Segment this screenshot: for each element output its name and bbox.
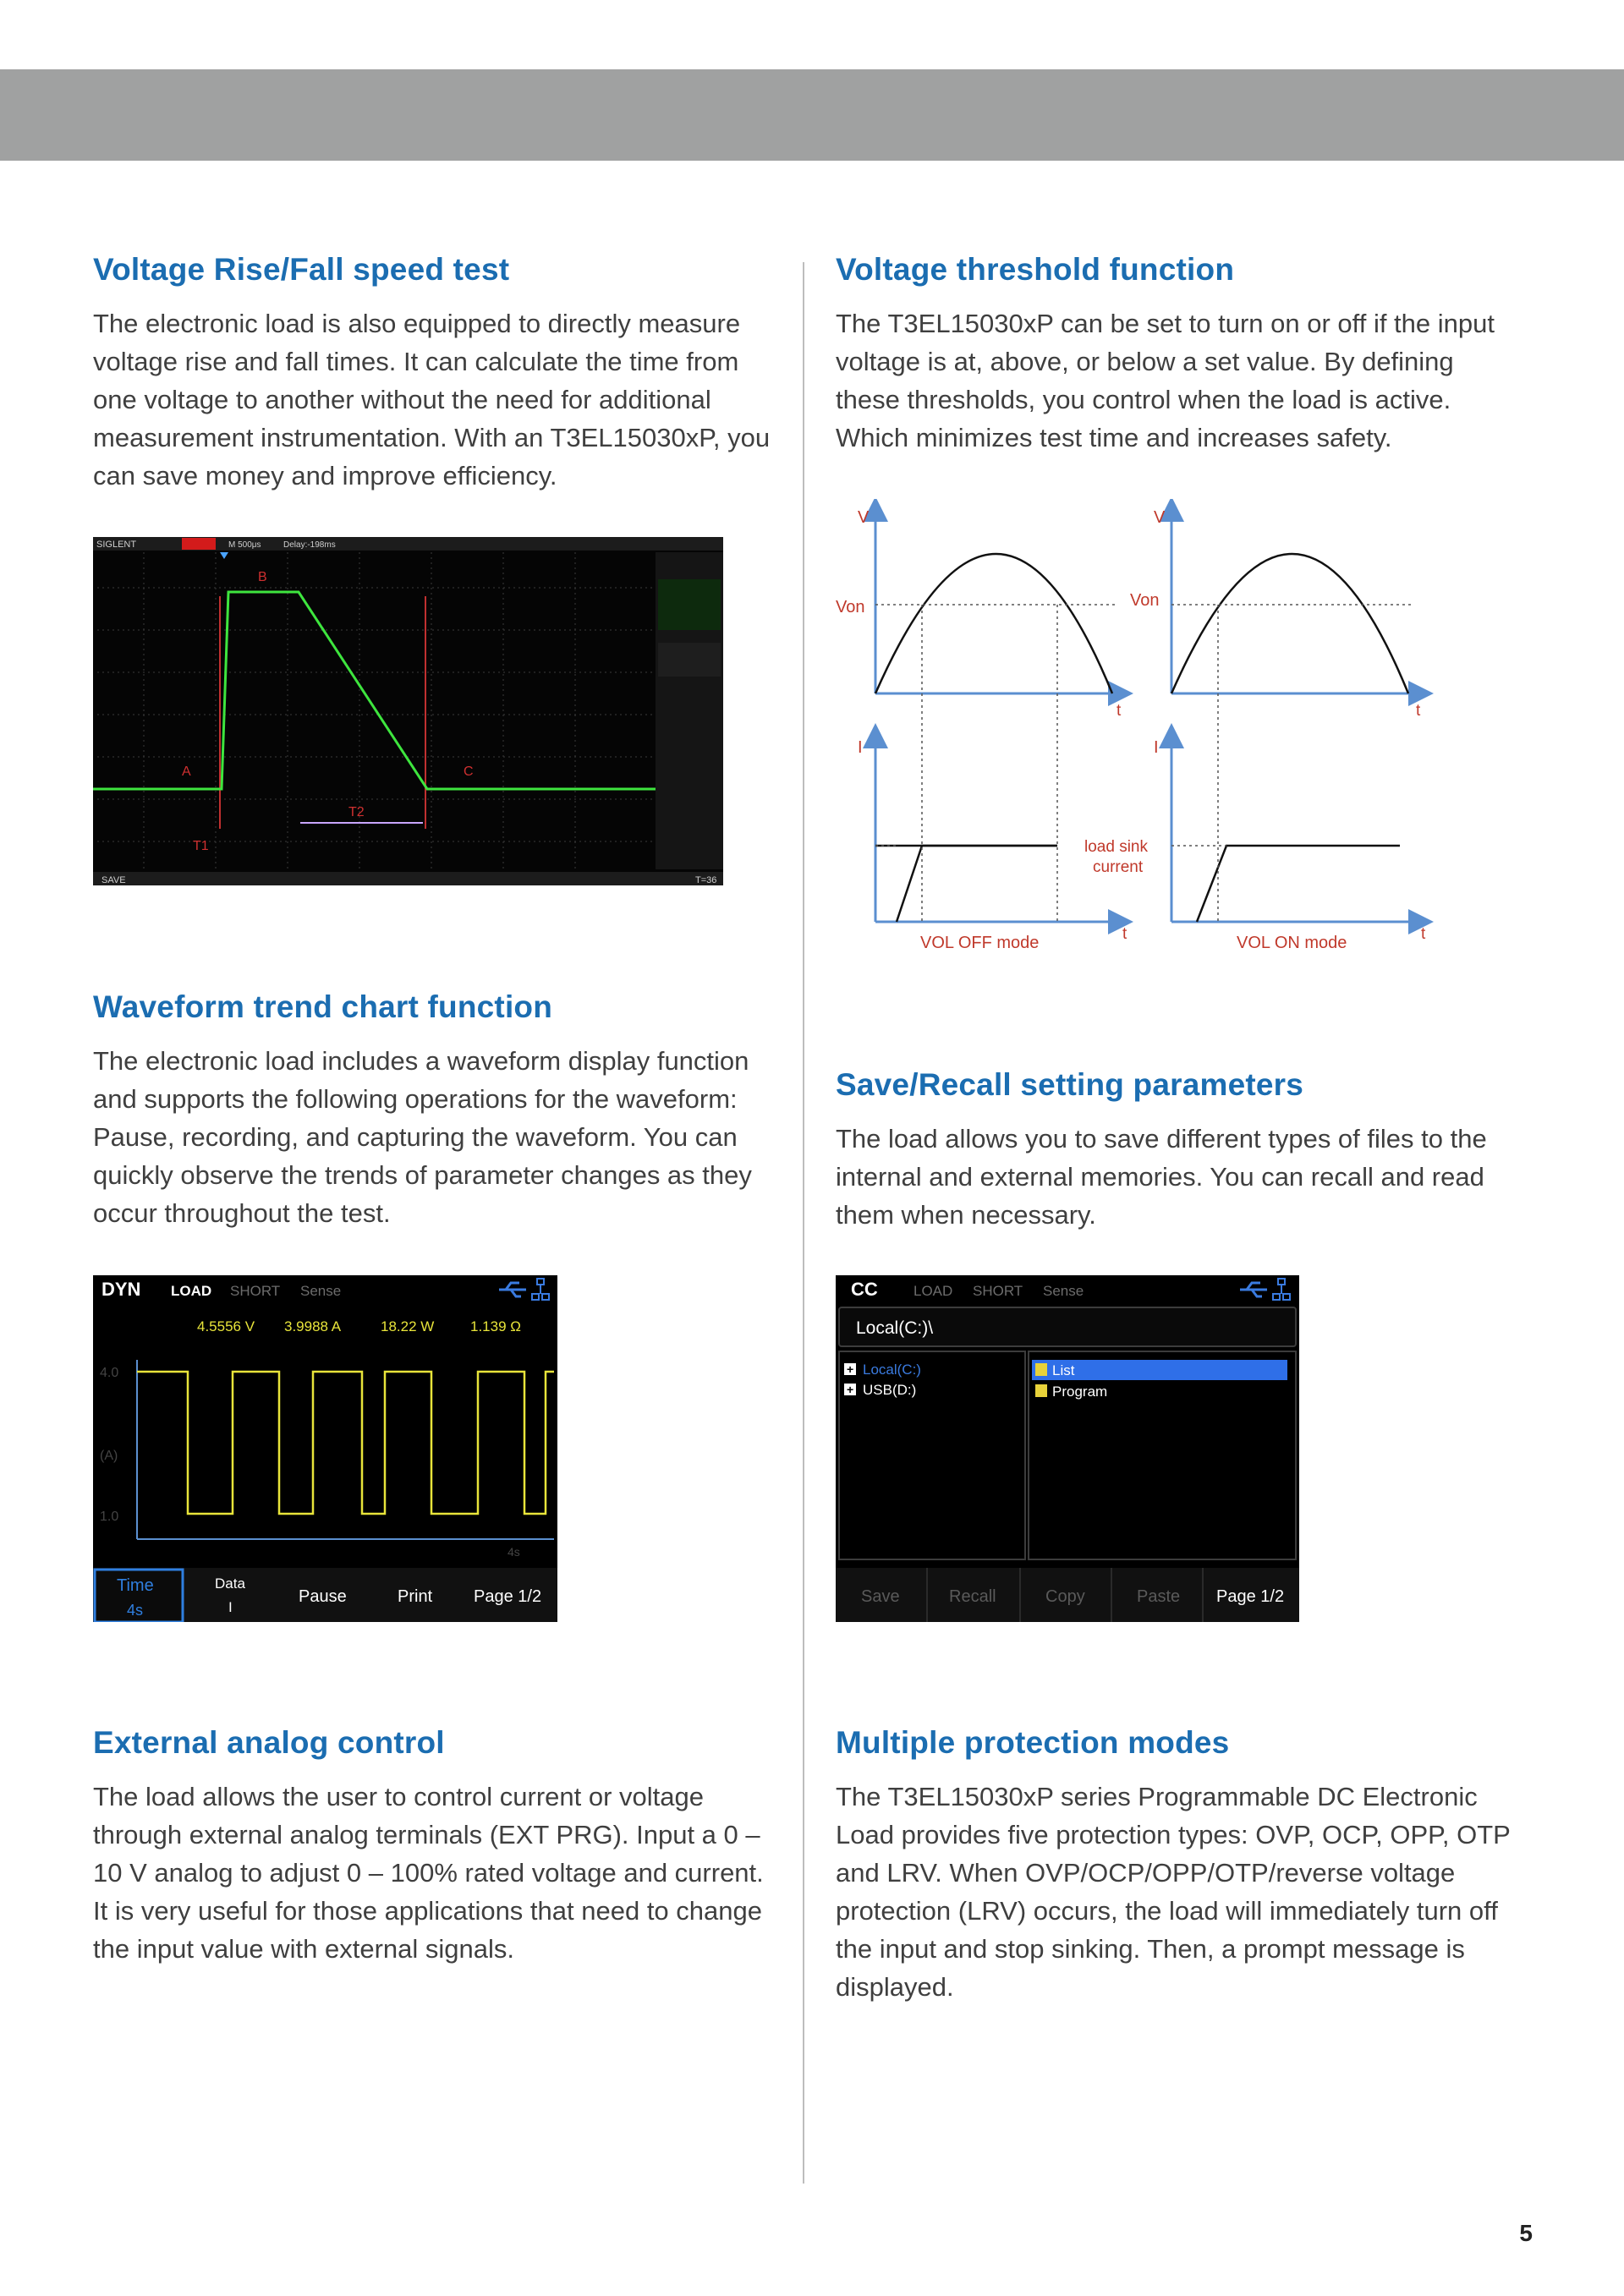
dyn-tab-sense: Sense: [300, 1283, 342, 1299]
folder-icon: [1035, 1384, 1047, 1397]
folder-label: Program: [1052, 1384, 1108, 1400]
scope-save-label: SAVE: [102, 875, 126, 885]
header-band: [0, 69, 1624, 161]
section-title: Save/Recall setting parameters: [836, 1067, 1304, 1102]
section-body: The electronic load is also equipped to directly measure voltage rise and fall times. It can calculate the time from one voltage to another without the need for additional measurement instrumentation. With an T3EL15030xP, you can save money and improve efficiency.: [93, 309, 771, 490]
softkey-pause[interactable]: Pause: [299, 1587, 347, 1606]
softkey-print[interactable]: Print: [398, 1587, 433, 1606]
dyn-y-top: 4.0: [100, 1366, 119, 1380]
marker-a: A: [182, 764, 191, 779]
section-title: External analog control: [93, 1725, 445, 1760]
scope-brand: SIGLENT: [96, 540, 137, 550]
drive-label: USB(D:): [863, 1382, 917, 1398]
drive-label: Local(C:): [863, 1362, 921, 1378]
dyn-current: 3.9988 A: [284, 1318, 342, 1334]
marker-t1: T1: [193, 839, 209, 853]
dyn-resistance: 1.139 Ω: [470, 1318, 521, 1334]
t-axis-label-2: t: [1416, 702, 1421, 720]
marker-c: C: [464, 764, 474, 779]
section-threshold: [836, 252, 1521, 457]
section-analog: [93, 1725, 778, 1968]
softkey-paste[interactable]: Paste: [1137, 1587, 1181, 1606]
section-title: Waveform trend chart function: [93, 989, 553, 1024]
dyn-tab-short: SHORT: [230, 1283, 281, 1299]
softkey-copy[interactable]: Copy: [1045, 1587, 1085, 1606]
cc-tab-load: LOAD: [914, 1283, 953, 1299]
softkey-data[interactable]: Data: [215, 1575, 245, 1592]
t-axis-label-4: t: [1421, 925, 1426, 943]
von-label-1: Von: [836, 598, 865, 616]
von-label-2: Von: [1130, 591, 1160, 610]
folder-icon: [1035, 1363, 1047, 1376]
svg-text:+: +: [847, 1362, 854, 1376]
page-number: 5: [1519, 2220, 1533, 2246]
section-body: The load allows the user to control current or voltage through external analog terminals (EXT PRG). Input a 0 – 10 V analog to adjust 0 – 100% rated voltage and current. It is very useful for those applications that need to change the input value with external signals.: [93, 1782, 764, 1964]
section-body: The load allows you to save different types of files to the internal and external memories. You can recall and read them when necessary.: [836, 1124, 1487, 1230]
section-body: The T3EL15030xP can be set to turn on or off if the input voltage is at, above, or below a set value. By defining these thresholds, you control when the load is active. Which minimizes test time and increases safety.: [836, 309, 1495, 452]
current-label: current: [1093, 858, 1144, 876]
softkey-time[interactable]: Time: [117, 1576, 154, 1595]
dyn-x-label: 4s: [508, 1545, 520, 1559]
cc-tab-sense: Sense: [1043, 1283, 1084, 1299]
softkey-page[interactable]: Page 1/2: [474, 1587, 542, 1606]
dyn-y-bottom: 1.0: [100, 1510, 119, 1524]
marker-b: B: [258, 570, 267, 584]
softkey-save[interactable]: Save: [861, 1587, 900, 1606]
svg-text:+: +: [847, 1383, 854, 1396]
folder-label: List: [1052, 1362, 1075, 1378]
vol-off-mode-label: VOL OFF mode: [920, 934, 1040, 952]
column-divider: [803, 262, 804, 2184]
dyn-y-unit: (A): [100, 1449, 118, 1463]
section-body: The T3EL15030xP series Programmable DC Electronic Load provides five protection types: OVP, OCP, OPP, OTP and LRV. When OVP/OCP/OPP/OTP/reverse voltage protection (LRV) occurs, the load will immediately turn off the input and stop sinking. Then, a prompt message is displayed.: [836, 1782, 1511, 2002]
scope-delay: Delay:-198ms: [283, 540, 336, 550]
section-title: Multiple protection modes: [836, 1725, 1230, 1760]
section-rise-fall: [93, 252, 778, 495]
cc-screenshot: [836, 1275, 1299, 1622]
dyn-power: 18.22 W: [381, 1318, 435, 1334]
scope-display: [93, 537, 723, 885]
softkey-data-value: I: [228, 1599, 233, 1615]
softkey-recall[interactable]: Recall: [949, 1587, 996, 1606]
scope-timebase: M 500μs: [228, 540, 261, 550]
section-waveform: [93, 989, 778, 1232]
t-axis-label-1: t: [1116, 702, 1122, 720]
dyn-voltage: 4.5556 V: [197, 1318, 255, 1334]
dyn-tab-load: LOAD: [171, 1283, 212, 1299]
dyn-mode: DYN: [102, 1279, 141, 1300]
marker-t2: T2: [348, 805, 365, 819]
scope-counter: T=36: [695, 875, 717, 885]
cc-mode: CC: [851, 1279, 878, 1300]
v-axis-label-2: V: [1154, 508, 1166, 527]
i-axis-label-1: I: [858, 738, 863, 757]
v-axis-label-1: V: [858, 508, 870, 527]
cc-display: [836, 1275, 1299, 1622]
section-body: The electronic load includes a waveform display function and supports the following operations for the waveform: Pause, recording, and capturing the waveform. You can quickly observe the trends of parameter changes as they occur throughout the test.: [93, 1046, 752, 1228]
section-title: Voltage threshold function: [836, 252, 1235, 287]
dyn-screenshot: [93, 1275, 557, 1622]
section-title: Voltage Rise/Fall speed test: [93, 252, 510, 287]
softkey-page[interactable]: Page 1/2: [1216, 1587, 1285, 1606]
i-axis-label-2: I: [1154, 738, 1159, 757]
t-axis-label-3: t: [1122, 925, 1127, 943]
threshold-diagram: [829, 499, 1438, 960]
load-sink-label: load sink: [1084, 838, 1148, 856]
softkey-time-value: 4s: [127, 1602, 144, 1619]
cc-path: Local(C:)\: [856, 1318, 934, 1338]
cc-tab-short: SHORT: [973, 1283, 1023, 1299]
dyn-display: [93, 1275, 557, 1622]
scope-screenshot: [93, 537, 723, 885]
section-save-recall: [836, 1067, 1521, 1234]
section-protection: [836, 1725, 1521, 2006]
vol-on-mode-label: VOL ON mode: [1237, 934, 1347, 952]
